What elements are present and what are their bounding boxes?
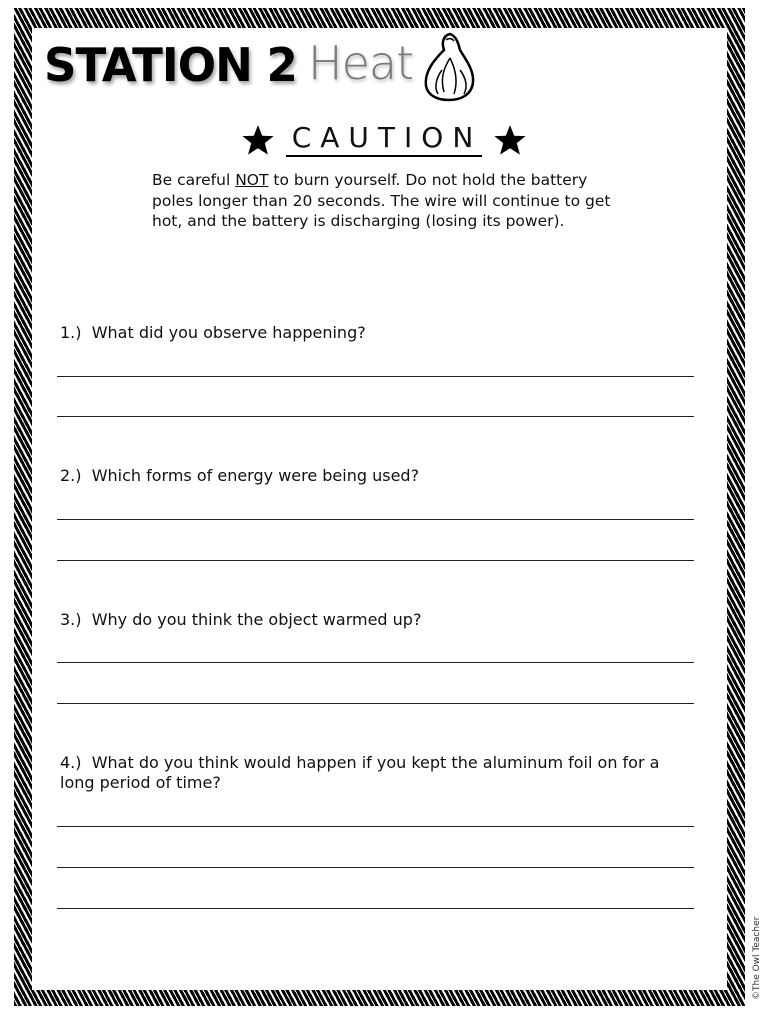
copyright-notice: ©The Owl Teacher: [752, 916, 762, 1000]
question-number: 2.): [60, 466, 82, 485]
caution-heading: [0, 122, 768, 157]
caution-emphasis: NOT: [235, 171, 269, 189]
answer-line[interactable]: [57, 867, 694, 868]
star-icon: [493, 123, 527, 157]
answer-line[interactable]: [57, 416, 694, 417]
caution-text-pre: Be careful: [152, 171, 236, 189]
caution-text-post: to burn yourself. Do not hold the battery poles longer than 20 seconds. The wire will continue to get hot, and the battery is discharging (losing its power).: [152, 171, 611, 230]
caution-title: CAUTION: [286, 122, 483, 157]
question-text: What do you think would happen if you kept the aluminum foil on for a long period of time?: [60, 753, 660, 792]
answer-line[interactable]: [57, 826, 694, 827]
caution-text: [152, 170, 632, 232]
answer-line[interactable]: [57, 908, 694, 909]
answer-line[interactable]: [57, 662, 694, 663]
question-2: [60, 466, 680, 486]
question-text: Why do you think the object warmed up?: [91, 610, 422, 629]
answer-line[interactable]: [57, 560, 694, 561]
question-3: [60, 610, 680, 630]
question-number: 3.): [60, 610, 82, 629]
question-1: [60, 323, 680, 343]
answer-line[interactable]: [57, 703, 694, 704]
topic-title: Heat: [308, 36, 414, 90]
answer-line[interactable]: [57, 376, 694, 377]
question-number: 4.): [60, 753, 82, 772]
question-4: [60, 753, 680, 793]
station-title: STATION 2: [44, 38, 297, 92]
question-number: 1.): [60, 323, 82, 342]
question-text: What did you observe happening?: [91, 323, 366, 342]
star-icon: [241, 123, 275, 157]
flame-icon: [420, 30, 478, 102]
answer-line[interactable]: [57, 519, 694, 520]
question-text: Which forms of energy were being used?: [91, 466, 420, 485]
